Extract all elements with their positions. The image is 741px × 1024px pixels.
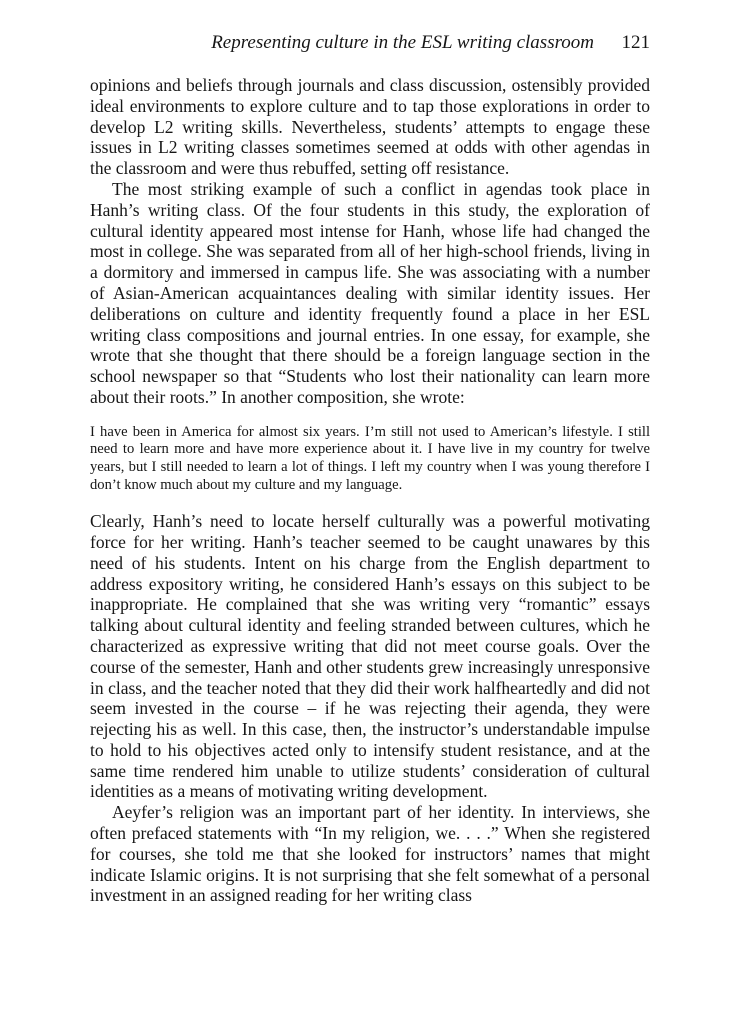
body-text: [90, 75, 650, 906]
paragraph-aeyfer-religion: Aeyfer’s religion was an important part of her identity. In interviews, she often prefaced statements with “In my religion, we. . . .” When she registered for courses, she told me that she looked for instructors’ names that might indicate Islamic origins. It is not surprising that she felt somewhat of a personal investment in an assigned reading for her writing class: [90, 802, 650, 906]
block-quote-hanh: I have been in America for almost six years. I’m still not used to American’s lifestyle. I still need to learn more and have more experience about it. I have live in my country for twelve years, but I still needed to learn a lot of things. I left my country when I was young therefore I don’t know much about my culture and my language.: [90, 423, 650, 493]
running-head: [90, 30, 650, 56]
paragraph-hanh-teacher: Clearly, Hanh’s need to locate herself culturally was a powerful motivating force for her writing. Hanh’s teacher seemed to be caught unawares by this need of his students. Intent on his charge from the English department to address expository writing, he considered Hanh’s essays on this subject to be inappropriate. He complained that she was writing very “romantic” essays talking about cultural identity and feeling stranded between cultures, which he characterized as expressive writing that did not meet course goals. Over the course of the semester, Hanh and other students grew increasingly unresponsive in class, and the teacher noted that they did their work halfheartedly and did not seem invested in the course – if he was rejecting their agenda, they were rejecting his as well. In this case, then, the instructor’s understandable impulse to hold to his objectives acted only to intensify student resistance, and at the same time rendered him unable to utilize students’ consideration of cultural identities as a means of motivating writing development.: [90, 511, 650, 802]
paragraph-continuation: opinions and beliefs through journals and class discussion, ostensibly provided ideal environments to explore culture and to tap those explorations in order to develop L2 writing skills. Nevertheless, students’ attempts to engage these issues in L2 writing classes sometimes seemed at odds with other agendas in the classroom and were thus rebuffed, setting off resistance.: [90, 75, 650, 179]
running-title: Representing culture in the ESL writing classroom: [211, 32, 594, 53]
paragraph-hanh-conflict: The most striking example of such a conflict in agendas took place in Hanh’s writing class. Of the four students in this study, the exploration of cultural identity appeared most intense for Hanh, whose life had changed the most in college. She was separated from all of her high-school friends, living in a dormitory and immersed in campus life. She was associating with a number of Asian-American acquaintances dealing with similar identity issues. Her deliberations on culture and identity frequently found a place in her ESL writing class compositions and journal entries. In one essay, for example, she wrote that she thought that there should be a foreign language section in the school newspaper so that “Students who lost their nationality can learn more about their roots.” In another composition, she wrote:: [90, 178, 650, 407]
page-number: 121: [621, 32, 650, 53]
